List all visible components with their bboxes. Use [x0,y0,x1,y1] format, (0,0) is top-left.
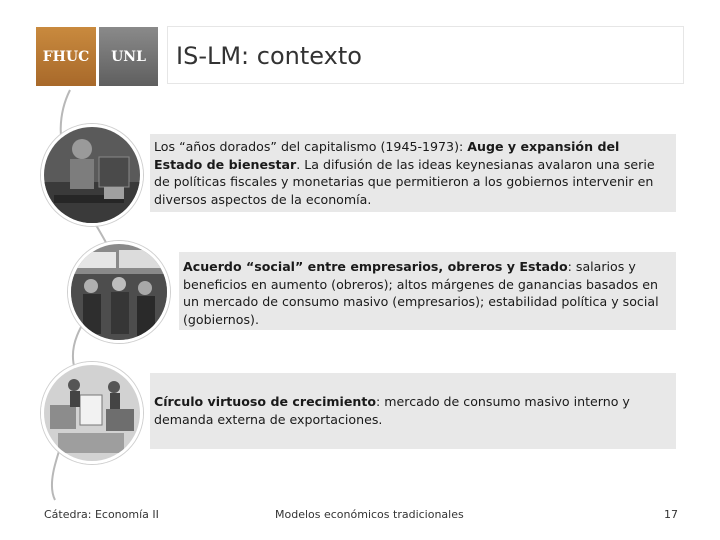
slide-title: IS-LM: contexto [176,42,362,70]
page-number: 17 [664,508,678,521]
text-box-1 [150,134,676,212]
text-box-3 [150,373,676,449]
item-2-post: : salarios y beneficios en aumento (obreros); altos márgenes de ganancias basados en un mercado de consumo masivo (empresarios); estabilidad política y social (gobiernos). [183,259,659,327]
text-box-2 [179,252,676,330]
item-1-pre: Los “años dorados” del capitalismo (1945-1973): [154,139,468,154]
item-2-bold: Acuerdo “social” entre empresarios, obreros y Estado [183,259,568,274]
footer-course: Cátedra: Economía II [44,508,159,521]
workers-photo [41,124,143,226]
item-3-post: : mercado de consumo masivo interno y demanda externa de exportaciones. [154,394,630,427]
footer-topic: Modelos económicos tradicionales [275,508,464,521]
protest-photo [68,241,170,343]
fhuc-logo-text: FHUC [42,48,90,65]
item-1-bold: Auge y expansión del Estado de bienestar [154,139,620,172]
consumer-goods-photo [41,362,143,464]
item-1-post: . La difusión de las ideas keynesianas avalaron una serie de políticas fiscales y monetarias que permitieron a los gobiernos intervenir en diversos aspectos de la economía. [154,156,655,207]
item-3-bold: Círculo virtuoso de crecimiento [154,394,377,409]
unl-logo-text: UNL [111,48,146,65]
